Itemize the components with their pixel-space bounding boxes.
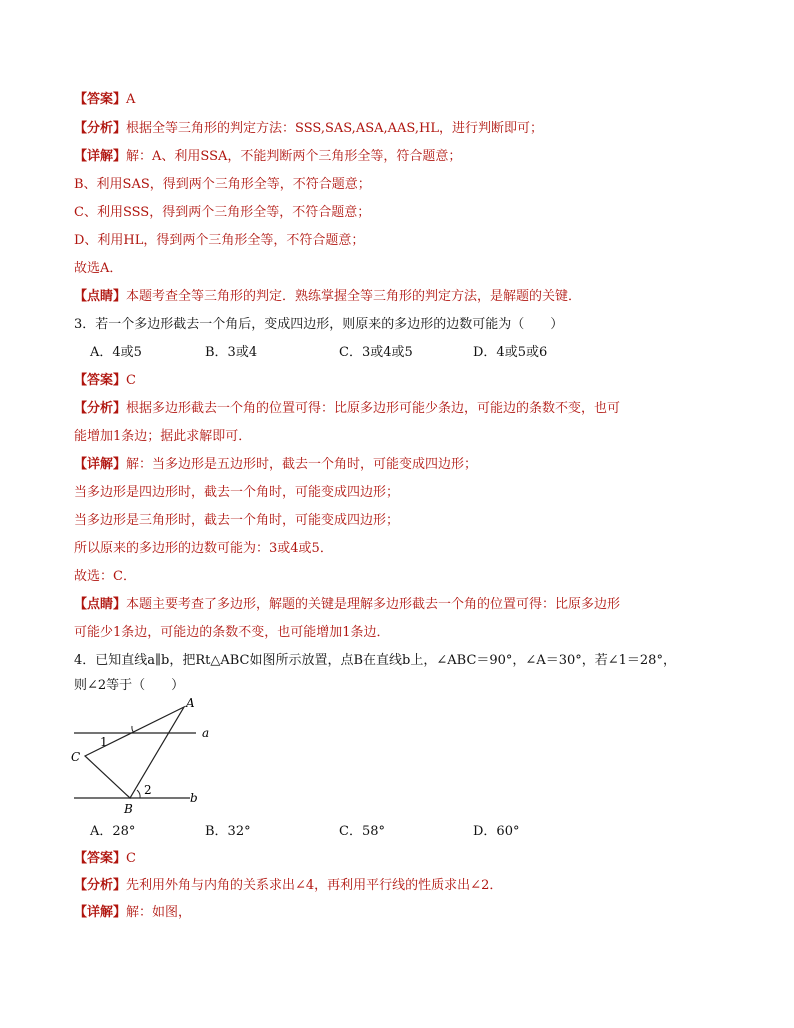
label-c-vertex: C bbox=[71, 750, 81, 764]
label-line-b: b bbox=[190, 791, 198, 805]
label-a-vertex: A bbox=[186, 696, 195, 710]
q4-answer: 【答案】C bbox=[74, 851, 136, 866]
q2-detail-line: C、利用SSS，得到两个三角形全等，不符合题意； bbox=[74, 205, 371, 220]
q3-detail-line: 故选：C． bbox=[74, 569, 136, 584]
q2-detail-line: 故选A． bbox=[74, 261, 123, 276]
q4-option-c: C．58° bbox=[339, 824, 385, 839]
q4-stem-cont: 则∠2等于（ ） bbox=[74, 678, 185, 693]
q3-analysis: 【分析】根据多边形截去一个角的位置可得：比原多边形可能少条边，可能边的条数不变，也可 bbox=[74, 401, 621, 416]
q4-option-d: D．60° bbox=[473, 824, 520, 839]
q4-analysis: 【分析】先利用外角与内角的关系求出∠4，再利用平行线的性质求出∠2． bbox=[74, 878, 503, 893]
angle-2-arc bbox=[137, 790, 140, 798]
q3-option-b: B．3或4 bbox=[205, 345, 258, 360]
q2-detail-line: 【详解】解：A、利用SSA，不能判断两个三角形全等，符合题意； bbox=[74, 149, 462, 164]
angle-1-arc bbox=[132, 726, 134, 733]
q4-option-b: B．32° bbox=[205, 824, 251, 839]
label-angle-1: 1 bbox=[100, 735, 108, 749]
triangle-abc bbox=[85, 707, 184, 798]
q3-detail-line: 【详解】解：当多边形是五边形时，截去一个角时，可能变成四边形； bbox=[74, 457, 478, 472]
q3-option-a: A．4或5 bbox=[90, 345, 142, 360]
q4-stem: 4．已知直线a∥b，把Rt△ABC如图所示放置，点B在直线b上，∠ABC＝90°，∠A＝30°，若∠1＝28°， bbox=[74, 653, 676, 668]
label-angle-2: 2 bbox=[144, 783, 152, 797]
q2-analysis: 【分析】根据全等三角形的判定方法：SSS,SAS,ASA,AAS,HL，进行判断即可； bbox=[74, 121, 543, 136]
q2-answer: 【答案】A bbox=[74, 92, 136, 107]
q3-detail-line: 当多边形是三角形时，截去一个角时，可能变成四边形； bbox=[74, 513, 400, 528]
q3-answer: 【答案】C bbox=[74, 373, 136, 388]
q3-detail-line: 所以原来的多边形的边数可能为：3或4或5． bbox=[74, 541, 333, 556]
q3-comment: 【点睛】本题主要考查了多边形，解题的关键是理解多边形截去一个角的位置可得：比原多边形 bbox=[74, 597, 621, 612]
q4-detail: 【详解】解：如图， bbox=[74, 905, 192, 920]
label-b-vertex: B bbox=[124, 802, 133, 816]
q2-comment: 【点睛】本题考查全等三角形的判定．熟练掌握全等三角形的判定方法，是解题的关键． bbox=[74, 289, 582, 304]
label-line-a: a bbox=[202, 726, 210, 740]
q3-option-c: C．3或4或5 bbox=[339, 345, 413, 360]
triangle-figure bbox=[60, 694, 220, 822]
q2-detail-line: D、利用HL，得到两个三角形全等，不符合题意； bbox=[74, 233, 365, 248]
q3-comment-cont: 可能少1条边，可能边的条数不变，也可能增加1条边． bbox=[74, 625, 390, 640]
q3-stem: 3．若一个多边形截去一个角后，变成四边形，则原来的多边形的边数可能为（ ） bbox=[74, 317, 564, 332]
q3-detail-line: 当多边形是四边形时，截去一个角时，可能变成四边形； bbox=[74, 485, 400, 500]
q2-detail-line: B、利用SAS，得到两个三角形全等，不符合题意； bbox=[74, 177, 371, 192]
q3-option-d: D．4或5或6 bbox=[473, 345, 548, 360]
q4-option-a: A．28° bbox=[90, 824, 136, 839]
q3-analysis-cont: 能增加1条边；据此求解即可． bbox=[74, 429, 252, 444]
